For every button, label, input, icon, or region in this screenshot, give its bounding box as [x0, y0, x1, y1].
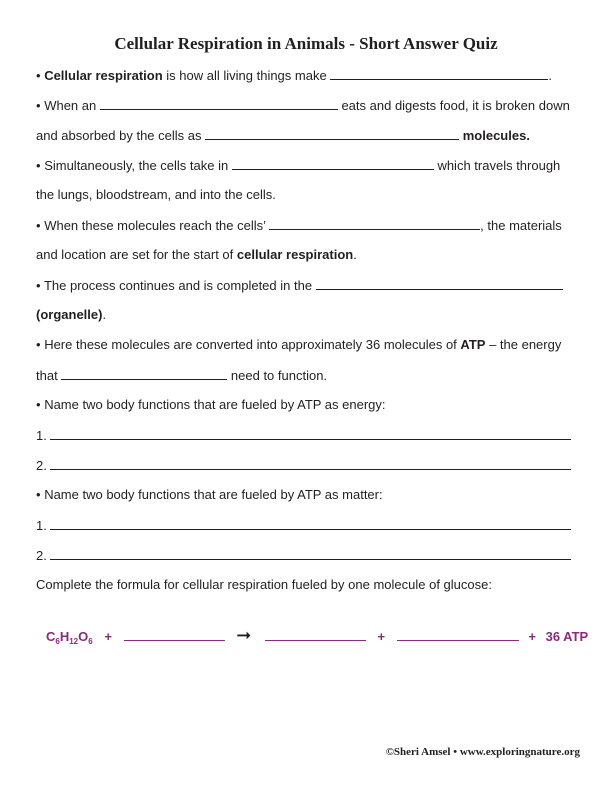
bullet: •: [36, 218, 41, 233]
answer-line-7-2[interactable]: [50, 457, 571, 470]
answer-line-8-1[interactable]: [50, 517, 571, 530]
q8-answer-2: [36, 547, 571, 564]
q6-line2-pre: that: [36, 368, 62, 383]
list-number: 1.: [36, 518, 47, 533]
carbon-symbol: C: [46, 629, 56, 644]
answer-blank-7[interactable]: [61, 367, 227, 380]
q6-atp: ATP: [460, 337, 486, 352]
glucose-formula: [46, 629, 93, 646]
bullet: •: [36, 278, 41, 293]
formula-prompt: Complete the formula for cellular respiration fueled by one molecule of glucose:: [36, 577, 492, 592]
answer-blank-5[interactable]: [269, 217, 480, 230]
copyright-footer: ©Sheri Amsel • www.exploringnature.org: [385, 746, 580, 758]
list-number: 2.: [36, 458, 47, 473]
q3-text-post: which travels through: [433, 158, 561, 173]
q6-text-post: – the energy: [485, 337, 562, 352]
bullet: •: [36, 337, 41, 352]
q4-text-post: , the materials: [480, 218, 562, 233]
q4-line2-text: and location are set for the start of: [36, 247, 237, 262]
page-title: Cellular Respiration in Animals - Short Answer Quiz: [114, 34, 498, 53]
q4-period: .: [353, 247, 357, 262]
answer-line-8-2[interactable]: [50, 547, 571, 560]
q7-answer-2: [36, 457, 571, 474]
q1-text: is how all living things make: [162, 68, 331, 83]
bullet: •: [36, 68, 41, 83]
hydrogen-count: 12: [69, 637, 79, 646]
formula-blank-1[interactable]: [124, 628, 225, 641]
question-4: [36, 217, 562, 234]
list-number: 2.: [36, 548, 47, 563]
q2-bold-molecules: molecules.: [462, 128, 530, 143]
term-cellular-respiration: Cellular respiration: [44, 68, 163, 83]
question-8: [36, 487, 383, 503]
q6-text: Here these molecules are converted into approximately 36 molecules of: [44, 337, 461, 352]
respiration-formula: [46, 625, 589, 646]
bullet: •: [36, 158, 41, 173]
atp-product: 36 ATP: [545, 629, 589, 644]
question-3: [36, 157, 560, 174]
plus-sign: +: [377, 629, 386, 644]
question-6: [36, 337, 561, 353]
q5-organelle-label: (organelle): [36, 307, 103, 322]
bullet: •: [36, 397, 41, 412]
question-5: [36, 277, 563, 294]
oxygen-count: 6: [88, 637, 93, 646]
q5-period: .: [102, 307, 107, 322]
answer-line-7-1[interactable]: [50, 427, 571, 440]
q7-answer-1: [36, 427, 571, 444]
question-1: [36, 67, 552, 84]
formula-blank-2[interactable]: [265, 628, 366, 641]
formula-blank-3[interactable]: [397, 628, 519, 641]
q2-line2-text: and absorbed by the cells as: [36, 128, 206, 143]
question-7: [36, 397, 386, 413]
answer-blank-3[interactable]: [205, 127, 459, 140]
question-4-line-2: [36, 247, 357, 263]
answer-blank-1[interactable]: [330, 67, 548, 80]
q2-text-post: eats and digests food, it is broken down: [337, 98, 570, 113]
q4-bold-term: cellular respiration: [236, 247, 354, 262]
q6-line2-post: need to function.: [227, 368, 328, 383]
question-5-line-2: [36, 307, 106, 323]
q8-answer-1: [36, 517, 571, 534]
hydrogen-symbol: H: [59, 629, 70, 644]
plus-sign: +: [104, 629, 112, 644]
bullet: •: [36, 98, 41, 113]
q1-period: .: [548, 68, 552, 83]
question-2-line-2: [36, 127, 530, 144]
arrow-icon: ➞: [236, 625, 252, 645]
question-2: [36, 97, 570, 114]
question-6-line-2: [36, 367, 327, 384]
answer-blank-6[interactable]: [316, 277, 563, 290]
q7-text: Name two body functions that are fueled by ATP as energy:: [44, 397, 386, 412]
bullet: •: [36, 487, 41, 502]
q4-text: When these molecules reach the cells’: [44, 218, 270, 233]
question-3-line-2: the lungs, bloodstream, and into the cells.: [36, 187, 276, 202]
q2-text: When an: [44, 98, 100, 113]
answer-blank-4[interactable]: [232, 157, 434, 170]
q8-text: Name two body functions that are fueled by ATP as matter:: [44, 487, 383, 502]
list-number: 1.: [36, 428, 47, 443]
q3-text: Simultaneously, the cells take in: [44, 158, 232, 173]
q5-text: The process continues and is completed in the: [43, 278, 316, 293]
carbon-count: 6: [55, 637, 60, 646]
plus-sign: +: [528, 629, 536, 644]
oxygen-symbol: O: [78, 629, 89, 644]
answer-blank-2[interactable]: [100, 97, 338, 110]
